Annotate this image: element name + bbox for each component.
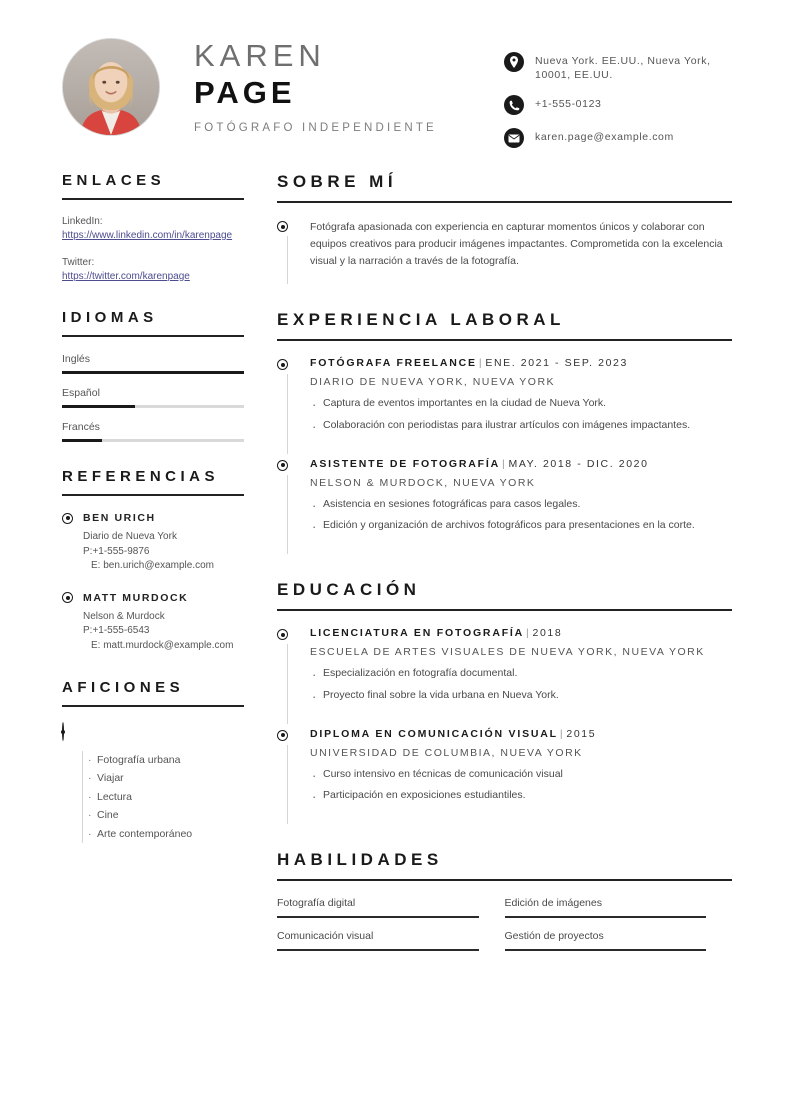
experience-bullets [310, 497, 732, 535]
reference-item [62, 512, 244, 574]
list-item: · Captura de eventos importantes en la ciudad de Nueva York. [310, 396, 732, 412]
experience-role: FOTÓGRAFA FREELANCE [310, 357, 477, 369]
experience-org: DIARIO DE NUEVA YORK, NUEVA YORK [310, 376, 556, 388]
language-item [62, 387, 244, 408]
section-education [277, 580, 732, 824]
list-item: · Especialización en fotografía documental. [310, 666, 732, 682]
reference-name: MATT MURDOCK [83, 591, 189, 604]
contact-row-phone [504, 95, 732, 115]
section-title-languages: IDIOMAS [62, 309, 244, 337]
language-level-bar [62, 371, 244, 374]
link-label: Twitter: [62, 256, 95, 268]
education-degree: LICENCIATURA EN FOTOGRAFÍA [310, 627, 525, 639]
about-text: Fotógrafa apasionada con experiencia en capturar momentos únicos y colaborar con equipos creativos para producir imágenes impactantes. Comprometida con la excelencia visual y la narración a través de la fotografía. [310, 221, 723, 267]
skill-item [277, 930, 505, 951]
skill-item [505, 897, 733, 918]
experience-dates: ENE. 2021 - SEP. 2023 [485, 357, 628, 369]
language-level-bar [62, 439, 244, 442]
contact-address: Nueva York. EE.UU., Nueva York, 10001, EE.UU. [535, 55, 711, 82]
avatar [62, 38, 160, 136]
job-title: FOTÓGRAFO INDEPENDIENTE [194, 122, 437, 135]
section-title-hobbies: AFICIONES [62, 679, 244, 707]
language-item [62, 353, 244, 374]
skill-label: Edición de imágenes [504, 897, 602, 909]
education-degree: DIPLOMA EN COMUNICACIÓN VISUAL [310, 727, 558, 740]
experience-org: NELSON & MURDOCK, NUEVA YORK [310, 476, 536, 489]
ring-bullet-icon [62, 592, 73, 603]
location-pin-icon [504, 52, 524, 72]
list-item: · Curso intensivo en técnicas de comunicación visual [310, 767, 732, 783]
education-entry: DIPLOMA EN COMUNICACIÓN VISUAL | 2015 UNIVERSIDAD DE COLUMBIA, NUEVA YORK · Curso intensivo en técnicas de comunicación visual · Participación en exposiciones estudiantiles. [277, 728, 732, 825]
reference-email: E: matt.murdock@example.com [91, 639, 234, 651]
resume-body [0, 172, 794, 989]
contact-email: karen.page@example.com [535, 131, 674, 144]
link-item [62, 216, 244, 243]
reference-item [62, 592, 244, 654]
ring-bullet-icon [62, 722, 64, 741]
section-links [62, 172, 244, 283]
education-dates: 2018 [532, 627, 563, 639]
ring-bullet-icon [277, 359, 288, 370]
phone-icon [504, 95, 524, 115]
education-entry: LICENCIATURA EN FOTOGRAFÍA | 2018 ESCUELA DE ARTES VISUALES DE NUEVA YORK, NUEVA YORK · Especialización en fotografía documental. · Proyecto final sobre la vida urbana en Nueva York. [277, 627, 732, 724]
education-org: ESCUELA DE ARTES VISUALES DE NUEVA YORK, NUEVA YORK [310, 646, 705, 658]
skill-rule [505, 916, 707, 918]
skill-label: Comunicación visual [277, 930, 374, 942]
skills-grid [277, 897, 732, 963]
skill-item [277, 897, 505, 918]
skill-item [505, 930, 733, 951]
skill-label: Gestión de proyectos [504, 930, 604, 942]
left-column [62, 172, 244, 989]
reference-phone: P:+1-555-6543 [83, 625, 150, 636]
list-item: · Cine [97, 806, 244, 824]
ring-bullet-icon [277, 629, 288, 640]
skill-rule [277, 949, 479, 951]
contact-phone: +1-555-0123 [535, 98, 602, 111]
list-item: · Participación en exposiciones estudiantiles. [310, 788, 732, 804]
link-item [62, 257, 244, 284]
right-column [277, 172, 732, 989]
list-item: · Lectura [97, 788, 244, 806]
section-title-about: SOBRE MÍ [277, 172, 732, 203]
skill-rule [277, 916, 479, 918]
list-item: · Fotografía urbana [97, 751, 244, 769]
language-name: Español [62, 387, 100, 399]
section-title-education: EDUCACIÓN [277, 580, 732, 611]
first-name: KAREN [194, 38, 326, 73]
education-org: UNIVERSIDAD DE COLUMBIA, NUEVA YORK [310, 746, 583, 759]
section-skills [277, 850, 732, 963]
section-experience [277, 310, 732, 554]
list-item: · Arte contemporáneo [97, 825, 244, 843]
link-url-twitter[interactable]: https://twitter.com/karenpage [62, 270, 190, 282]
skill-label: Fotografía digital [277, 897, 356, 909]
education-bullets [310, 666, 732, 704]
ring-bullet-icon [62, 513, 73, 524]
reference-org: Diario de Nueva York [83, 531, 177, 542]
envelope-icon [504, 128, 524, 148]
list-item: · Viajar [97, 769, 244, 787]
section-hobbies [62, 679, 244, 843]
language-item [62, 421, 244, 442]
list-item: · Colaboración con periodistas para ilustrar artículos con imágenes impactantes. [310, 418, 732, 434]
reference-email: E: ben.urich@example.com [91, 560, 214, 571]
section-title-references: REFERENCIAS [62, 468, 244, 496]
link-label: LinkedIn: [62, 216, 103, 227]
section-title-skills: HABILIDADES [277, 850, 732, 881]
language-name: Inglés [62, 353, 91, 365]
experience-role: ASISTENTE DE FOTOGRAFÍA [310, 457, 500, 470]
contact-row-address [504, 52, 732, 82]
section-title-experience: EXPERIENCIA LABORAL [277, 310, 732, 341]
resume-header [0, 0, 794, 172]
reference-org: Nelson & Murdock [83, 610, 165, 622]
ring-bullet-icon [277, 730, 288, 741]
education-bullets [310, 767, 732, 805]
experience-entry: FOTÓGRAFA FREELANCE | ENE. 2021 - SEP. 2023 DIARIO DE NUEVA YORK, NUEVA YORK · Captura de eventos importantes en la ciudad de Nueva York. · Colaboración con periodistas para ilustrar artículos con imágenes impactantes. [277, 357, 732, 454]
contact-row-email [504, 128, 732, 148]
last-name: PAGE [194, 74, 296, 110]
ring-bullet-icon [277, 460, 288, 471]
reference-name: BEN URICH [83, 512, 156, 524]
about-entry [277, 219, 732, 284]
language-name: Francés [62, 421, 100, 433]
list-item: · Asistencia en sesiones fotográficas para casos legales. [310, 497, 732, 513]
contact-block [504, 34, 732, 161]
list-item: · Proyecto final sobre la vida urbana en Nueva York. [310, 688, 732, 704]
skill-rule [505, 949, 707, 951]
section-languages [62, 309, 244, 442]
hobby-list [82, 751, 244, 843]
experience-entry: ASISTENTE DE FOTOGRAFÍA | MAY. 2018 - DIC. 2020 NELSON & MURDOCK, NUEVA YORK · Asistencia en sesiones fotográficas para casos legales. · Edición y organización de archivos fotográficos para presentaciones en la corte. [277, 458, 732, 555]
education-dates: 2015 [566, 727, 597, 740]
experience-dates: MAY. 2018 - DIC. 2020 [508, 457, 649, 470]
section-title-links: ENLACES [62, 172, 244, 200]
section-references [62, 468, 244, 653]
reference-phone: P:+1-555-9876 [83, 545, 150, 557]
list-item: · Edición y organización de archivos fotográficos para presentaciones en la corte. [310, 518, 732, 534]
experience-bullets [310, 396, 732, 434]
name-block [194, 34, 484, 134]
language-level-bar [62, 405, 244, 408]
link-url-linkedin[interactable]: https://www.linkedin.com/in/karenpage [62, 230, 233, 241]
ring-bullet-icon [277, 221, 288, 232]
section-about [277, 172, 732, 284]
